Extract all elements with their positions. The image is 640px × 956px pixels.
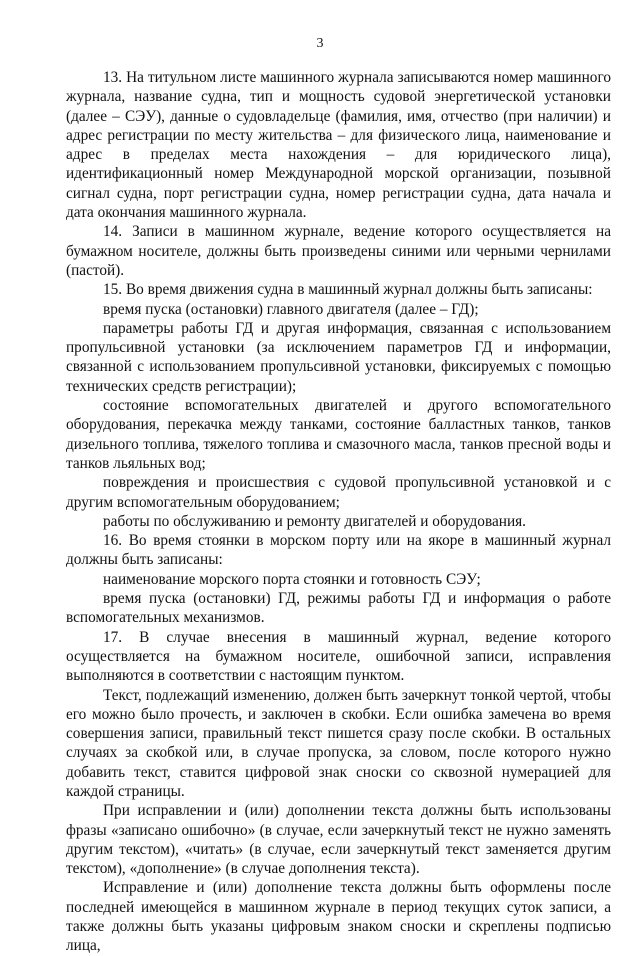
paragraph-16: 16. Во время стоянки в морском порту или на якоре в машинный журнал должны быть записаны:	[66, 532, 611, 569]
paragraph-14: 14. Записи в машинном журнале, ведение которого осуществляется на бумажном носителе, должны быть произведены синими или черными чернилами (пастой).	[66, 223, 611, 279]
paragraph-13: 13. На титульном листе машинного журнала записываются номер машинного журнала, название судна, тип и мощность судовой энергетической установки (далее – СЭУ), данные о судовладельце (фамилия, имя, отчество (при наличии) и адрес регистрации по месту жительства – для физического лица, наименование и адрес в пределах места нахождения – для юридического лица), идентификационный номер Международной морской организации, позывной сигнал судна, порт регистрации судна, номер регистрации судна, дата начала и дата окончания машинного журнала.	[66, 69, 611, 222]
paragraph-17: 17. В случае внесения в машинный журнал, ведение которого осуществляется на бумажном носителе, ошибочной записи, исправления выполняются в соответствии с настоящим пунктом.	[66, 628, 611, 685]
page-number: 3	[316, 36, 324, 51]
list-item-engine-start: время пуска (остановки) главного двигателя (далее – ГД);	[103, 300, 479, 318]
list-item-damages: повреждения и происшествия с судовой пропульсивной установкой и с другим вспомогательным оборудованием;	[66, 474, 611, 511]
paragraph-correction-format: Исправление и (или) дополнение текста должны быть оформлены после последней имеющейся в машинном журнале в период текущих суток записи, а также должны быть указаны цифровым знаком сноски и скреплены подписью лица,	[66, 879, 611, 955]
list-item-engine-params: параметры работы ГД и другая информация, связанная с использованием пропульсивной установки (за исключением параметров ГД и информации, связанной с использованием пропульсивной установки, фиксируемых с помощью технических средств регистрации);	[66, 319, 611, 395]
list-item-engine-modes: время пуска (остановки) ГД, режимы работы ГД и информация о работе вспомогательных механизмов.	[66, 590, 611, 627]
list-item-maintenance: работы по обслуживанию и ремонту двигателей и оборудования.	[103, 512, 526, 530]
list-item-auxiliary-state: состояние вспомогательных двигателей и другого вспомогательного оборудования, перекачка между танками, состояние балластных танков, танков дизельного топлива, тяжелого топлива и смазочного масла, танков пресной воды и танков льяльных вод;	[66, 397, 611, 472]
paragraph-correction-phrases: При исправлении и (или) дополнении текста должны быть использованы фразы «записано ошибочно» (в случае, если зачеркнутый текст не нужно заменять другим текстом), «читать» (в случае, если зачеркнутый текст заменяется другим текстом), «дополнение» (в случае дополнения текста).	[66, 802, 611, 878]
paragraph-15: 15. Во время движения судна в машинный журнал должны быть записаны:	[103, 281, 593, 299]
list-item-port-name: наименование морского порта стоянки и готовность СЭУ;	[103, 570, 481, 588]
document-body	[66, 68, 611, 956]
paragraph-correction-text: Текст, подлежащий изменению, должен быть зачеркнут тонкой чертой, чтобы его можно было прочесть, и заключен в скобки. Если ошибка замечена во время совершения записи, правильный текст пишется сразу после скобки. В остальных случаях за скобкой или, в случае пропуска, за словом, после которого нужно добавить текст, ставится цифровой знак сноски со сквозной нумерацией для каждой страницы.	[66, 686, 611, 800]
